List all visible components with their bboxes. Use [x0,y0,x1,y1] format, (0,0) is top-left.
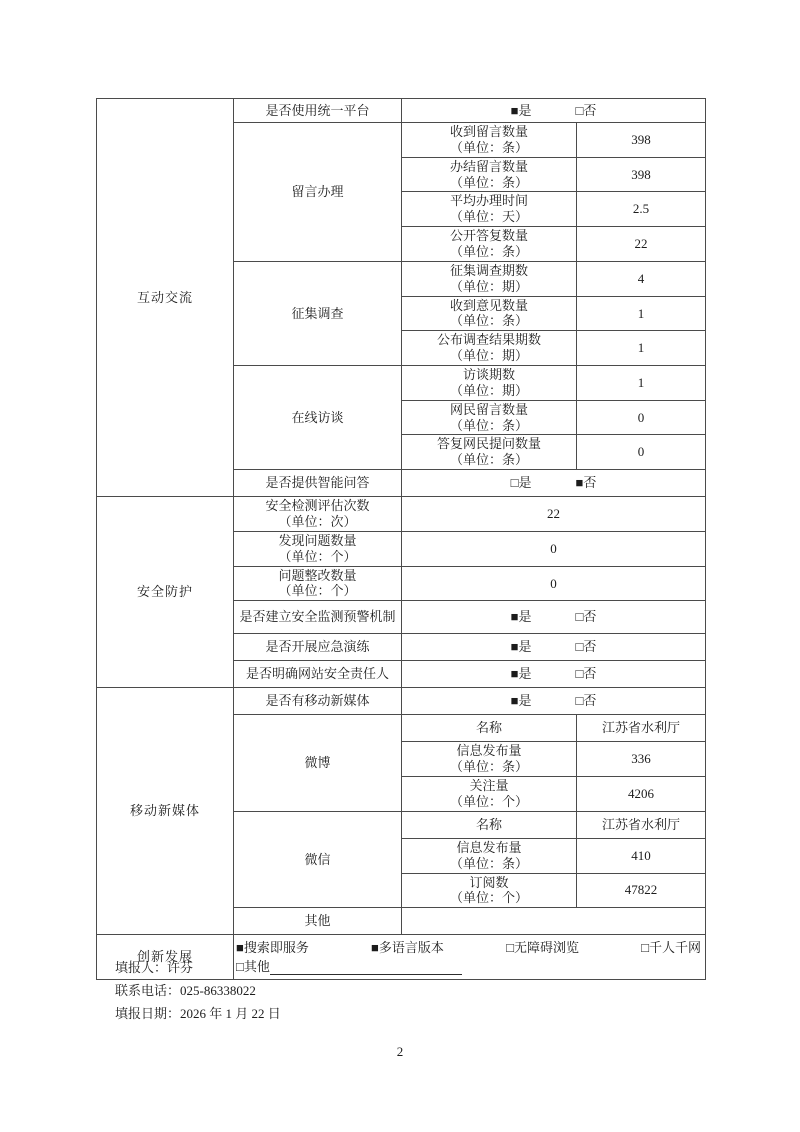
report-table [96,98,706,980]
metric-label: 发现问题数量 （单位：个） [234,531,402,566]
metric-unit: （单位：个） [278,548,357,564]
unified-platform-answer [402,99,706,123]
metric-value: 398 [577,157,706,192]
metric-value: 398 [577,123,706,158]
metric-value: 0 [577,400,706,435]
innovation-option: □无障碍浏览 [506,939,579,955]
security-question-label: 是否建立安全监测预警机制 [234,601,402,634]
checkbox-no: □否 [575,693,597,709]
metric-value: 0 [577,435,706,470]
metric-unit: （单位：条） [449,313,528,329]
metric-unit: （单位：条） [449,759,528,775]
name-value: 江苏省水利厅 [577,811,706,838]
metric-label: 网民留言数量 （单位：条） [402,400,577,435]
checkbox-no: □否 [575,666,597,682]
smart-qa-label: 是否提供智能问答 [234,470,402,497]
metric-unit: （单位：个） [449,793,528,809]
group-label-wechat: 微信 [234,811,402,907]
checkbox-yes: ■是 [510,693,532,709]
unified-platform-label: 是否使用统一平台 [234,99,402,123]
innovation-option-other: □其他 [236,958,270,974]
metric-label: 公开答复数量 （单位：条） [402,227,577,262]
group-label-survey: 征集调查 [234,261,402,365]
metric-label: 安全检测评估次数 （单位：次） [234,497,402,532]
group-label-message-handling: 留言办理 [234,123,402,262]
metric-unit: （单位：条） [449,174,528,190]
checkbox-no: □否 [575,609,597,625]
report-footer [115,956,281,1025]
checkbox-yes: ■是 [510,102,532,118]
innovation-option: ■搜索即服务 [236,939,309,955]
name-label: 名称 [402,811,577,838]
metric-unit: （单位：条） [449,855,528,871]
has-mobile-answer [402,688,706,715]
metric-label: 平均办理时间 （单位：天） [402,192,577,227]
innovation-option: ■多语言版本 [371,939,444,955]
checkbox-yes: ■是 [510,639,532,655]
metric-value: 4 [577,261,706,296]
security-question-label: 是否开展应急演练 [234,634,402,661]
metric-label: 订阅数 （单位：个） [402,873,577,908]
metric-unit: （单位：条） [449,244,528,260]
innovation-option: □千人千网 [641,939,701,955]
name-value: 江苏省水利厅 [577,715,706,742]
metric-value: 2.5 [577,192,706,227]
metric-unit: （单位：天） [449,209,528,225]
group-label-interview: 在线访谈 [234,366,402,470]
metric-value: 1 [577,296,706,331]
checkbox-yes: ■是 [510,609,532,625]
metric-unit: （单位：次） [278,514,357,530]
metric-value: 22 [402,497,706,532]
security-question-answer [402,634,706,661]
other-media-value [402,908,706,935]
checkbox-yes: ■是 [510,666,532,682]
checkbox-yes: □是 [510,475,532,491]
security-question-label: 是否明确网站安全责任人 [234,661,402,688]
other-media-label: 其他 [234,908,402,935]
group-label-weibo: 微博 [234,715,402,811]
section-label-innovation: 创新发展 [97,935,234,980]
metric-value: 1 [577,366,706,401]
checkbox-no: □否 [575,102,597,118]
metric-value: 4206 [577,777,706,812]
metric-unit: （单位：期） [449,348,528,364]
page-number: 2 [396,1044,404,1059]
metric-label: 征集调查期数 （单位：期） [402,261,577,296]
metric-label: 问题整改数量 （单位：个） [234,566,402,601]
metric-label: 公布调查结果期数 （单位：期） [402,331,577,366]
metric-label: 收到意见数量 （单位：条） [402,296,577,331]
metric-label: 收到留言数量 （单位：条） [402,123,577,158]
metric-value: 0 [402,566,706,601]
metric-unit: （单位：个） [449,890,528,906]
metric-value: 47822 [577,873,706,908]
checkbox-no: □否 [575,639,597,655]
metric-label: 关注量 （单位：个） [402,777,577,812]
metric-value: 0 [402,531,706,566]
metric-label: 信息发布量 （单位：条） [402,838,577,873]
checkbox-no: ■否 [575,475,597,491]
section-label-mobile: 移动新媒体 [97,688,234,935]
other-fill-line [270,961,462,975]
metric-unit: （单位：期） [449,278,528,294]
security-question-answer [402,601,706,634]
innovation-options-cell [234,935,706,980]
metric-value: 1 [577,331,706,366]
metric-value: 410 [577,838,706,873]
footer-phone: 联系电话：025-86338022 [115,983,256,998]
metric-label: 访谈期数 （单位：期） [402,366,577,401]
metric-label: 答复网民提问数量 （单位：条） [402,435,577,470]
metric-label: 信息发布量 （单位：条） [402,742,577,777]
metric-value: 336 [577,742,706,777]
section-label-security: 安全防护 [97,497,234,688]
security-question-answer [402,661,706,688]
metric-label: 办结留言数量 （单位：条） [402,157,577,192]
footer-date: 填报日期：2026 年 1 月 22 日 [115,1006,281,1021]
has-mobile-label: 是否有移动新媒体 [234,688,402,715]
smart-qa-answer [402,470,706,497]
metric-unit: （单位：条） [449,452,528,468]
footer-filler: 填报人：许芬 [115,960,194,975]
section-label-interaction: 互动交流 [97,99,234,497]
metric-unit: （单位：个） [278,583,357,599]
metric-unit: （单位：条） [449,417,528,433]
name-label: 名称 [402,715,577,742]
metric-value: 22 [577,227,706,262]
metric-unit: （单位：期） [449,382,528,398]
metric-unit: （单位：条） [449,139,528,155]
